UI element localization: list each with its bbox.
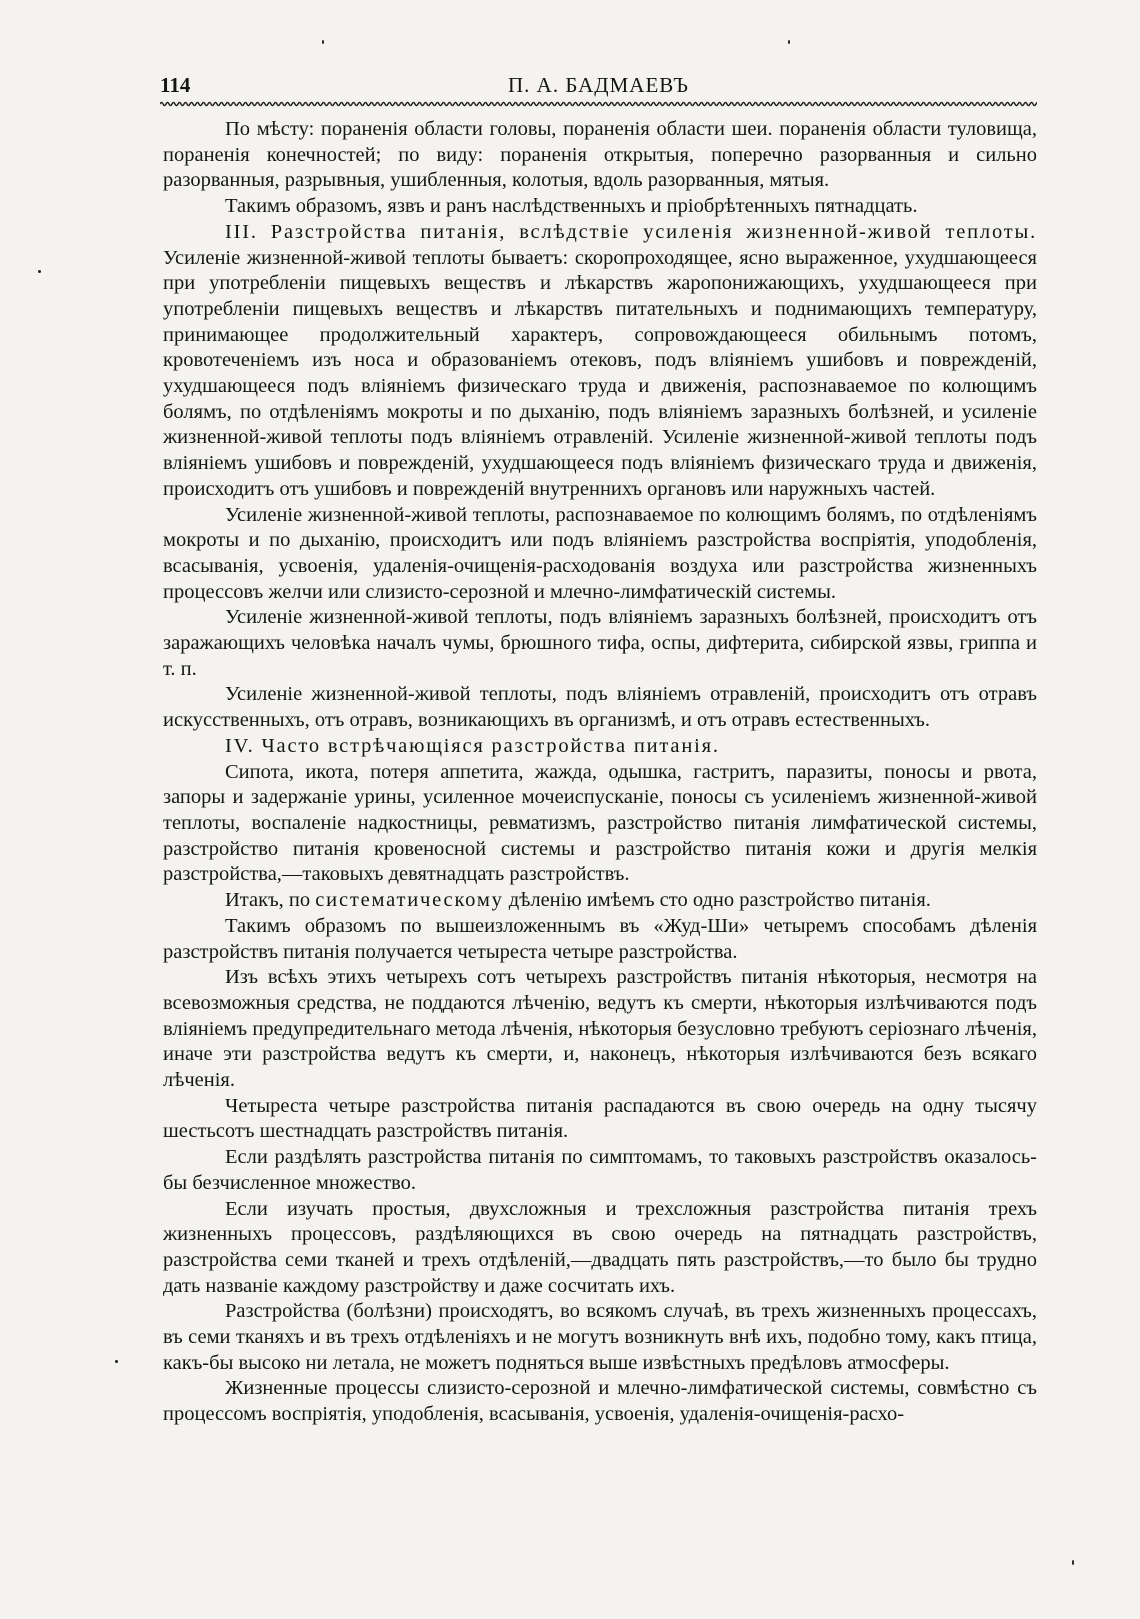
paragraph: Изъ всѣхъ этихъ четырехъ сотъ четырехъ разстройствъ питанія нѣкоторыя, несмотря на всевозможныя средства, не поддаются лѣченію, ведутъ къ смерти, нѣкоторыя излѣчиваются подъ вліяніемъ предупредительнаго метода лѣченія, нѣкоторыя безусловно требуютъ серіознаго лѣченія, иначе эти разстройства ведутъ къ смерти, и, наконецъ, нѣкоторыя излѣчиваются безъ всякаго лѣченія. xyxy=(163,966,1037,1092)
scan-speck xyxy=(322,40,324,44)
header-rule xyxy=(160,101,1037,107)
paragraph: Если изучать простыя, двухсложныя и трехсложныя разстройства питанія трехъ жизненныхъ процессовъ, раздѣляющихся въ свою очередь на пятнадцать разстройствъ, разстройства семи тканей и трехъ отдѣленій,—двадцать пять разстройствъ,—то было бы трудно дать названіе каждому разстройству и даже сосчитать ихъ. xyxy=(163,1197,1037,1297)
paragraph: Усиленіе жизненной-живой теплоты, распознаваемое по колющимъ болямъ, по отдѣленіямъ мокроты и по дыханію, происходитъ или подъ вліяніемъ разстройства воспріятія, уподобленія, всасыванія, усвоенія, удаленія-очищенія-расходованія воздуха или разстройства жизненныхъ процессовъ желчи или слизисто-серозной и млечно-лимфатическій системы. xyxy=(163,503,1037,603)
spaced-word: систематическому xyxy=(315,889,504,912)
paragraph: Если раздѣлять разстройства питанія по симптомамъ, то таковыхъ разстройствъ оказалось-бы безчисленное множество. xyxy=(163,1146,1037,1194)
section-iii-paragraph: III. Разстройства питанія, вслѣдствіе усиленія жизненной-живой теплоты. Усиленіе жизненной-живой теплоты бываетъ: скоропроходящее, ясно выраженное, ухудшающееся при употребленіи пищевыхъ веществъ и лѣкарствъ жаропонижающихъ, ухудшающееся при употребленіи пищевыхъ веществъ и лѣкарствъ питательныхъ и поднимающихъ температуру, принимающее продолжительный характеръ, сопровождающееся обильнымъ потомъ, кровотеченіемъ изъ носа и образованіемъ отековъ, подъ вліяніемъ ушибовъ и поврежденій, ухудшающееся подъ вліяніемъ физическаго труда и движенія, распознаваемое по колющимъ болямъ, по отдѣленіямъ мокроты и по дыханію, подъ вліяніемъ заразныхъ болѣзней, и усиленіе жизненной-живой теплоты подъ вліяніемъ отравленій. Усиленіе жизненной-живой теплоты подъ вліяніемъ ушибовъ и поврежденій, ухудшающееся подъ вліяніемъ физическаго труда и движенія, происходитъ отъ ушибовъ и поврежденій внутреннихъ органовъ или наружныхъ частей. xyxy=(163,220,1037,500)
paragraph: Сипота, икота, потеря аппетита, жажда, одышка, гастритъ, паразиты, поносы и рвота, запоры и задержаніе урины, усиленное мочеиспусканіе, поносы съ усиленіемъ жизненной-живой теплоты, воспаленіе надкостницы, ревматизмъ, разстройство питанія лимфатической системы, разстройство питанія кровеносной системы и разстройство питанія кожи и другія мелкія разстройства,—таковыхъ девятнадцать разстройствъ. xyxy=(163,760,1037,886)
paragraph: По мѣсту: пораненія области головы, пораненія области шеи. пораненія области туловища, пораненія конечностей; по виду: пораненія открытыя, поперечно разорванныя и сильно разорванныя, разрывныя, ушибленныя, колотыя, вдоль разорванныя, мятыя. xyxy=(163,118,1037,192)
scan-speck xyxy=(115,1360,118,1363)
paragraph: Жизненные процессы слизисто-серозной и млечно-лимфатической системы, совмѣстно съ процессомъ воспріятія, уподобленія, всасыванія, усвоенія, удаленія-очищенія-расхо- xyxy=(163,1377,1037,1426)
paragraph: Такимъ образомъ, язвъ и ранъ наслѣдственныхъ и пріобрѣтенныхъ пятнадцать. xyxy=(225,195,918,218)
paragraph: Разстройства (болѣзни) происходятъ, во всякомъ случаѣ, въ трехъ жизненныхъ процессахъ, въ семи тканяхъ и въ трехъ отдѣленіяхъ и не могутъ возникнуть внѣ ихъ, подобно тому, какъ птица, какъ-бы высоко ни летала, не можетъ подняться выше извѣстныхъ предѣловъ атмосферы. xyxy=(163,1300,1037,1374)
body-text xyxy=(163,117,1037,1428)
paragraph: Такимъ образомъ по вышеизложеннымъ въ «Жуд-Ши» четыремъ способамъ дѣленія разстройствъ питанія получается четыреста четыре разстройства. xyxy=(163,914,1037,963)
paragraph: Усиленіе жизненной-живой теплоты, подъ вліяніемъ отравленій, происходитъ отъ отравъ искусственныхъ, отъ отравъ, возникающихъ въ организмѣ, и отъ отравъ естественныхъ. xyxy=(163,683,1037,732)
paragraph: Итакъ, по систематическому дѣленію имѣемъ сто одно разстройство питанія. xyxy=(225,889,931,912)
paragraph: Усиленіе жизненной-живой теплоты, подъ вліяніемъ заразныхъ болѣзней, происходитъ отъ заражающихъ человѣка началъ чумы, брюшного тифа, оспы, дифтерита, сибирской язвы, гриппа и т. п. xyxy=(163,606,1037,680)
scan-speck xyxy=(1072,1560,1074,1565)
page-header xyxy=(160,73,1037,99)
running-title: П. А. БАДМАЕВЪ xyxy=(508,73,689,97)
scan-speck xyxy=(38,270,41,273)
scan-speck xyxy=(788,40,790,44)
paragraph: Четыреста четыре разстройства питанія распадаются въ свою очередь на одну тысячу шестьсотъ шестнадцать разстройствъ питанія. xyxy=(163,1094,1037,1143)
section-heading: IV. Часто встрѣчающіяся разстройства питанія. xyxy=(225,734,720,757)
section-heading: III. Разстройства питанія, вслѣдствіе усиленія жизненной-живой теплоты. xyxy=(225,220,1037,243)
section-iv-heading xyxy=(163,734,1037,760)
page-number: 114 xyxy=(160,73,191,97)
